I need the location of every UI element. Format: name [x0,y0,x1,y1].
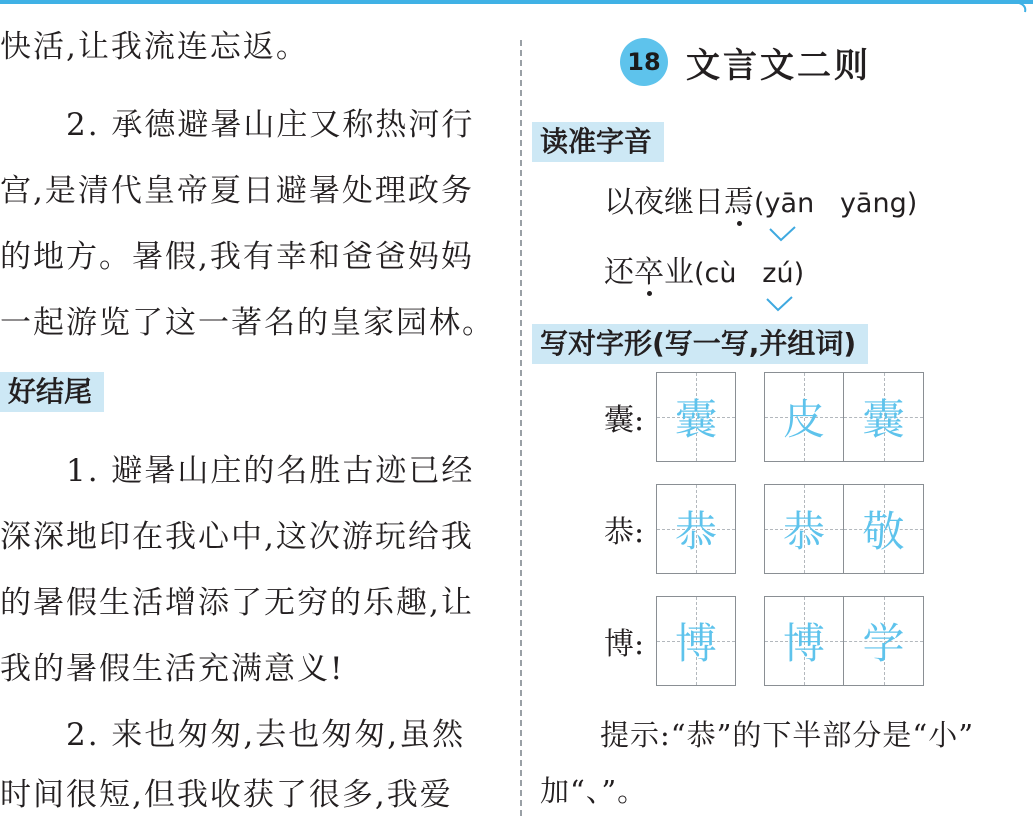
pinyin-option-correct [762,249,793,299]
text-line: 2. 来也匆匆,去也匆匆,虽然 [0,717,466,753]
pinyin-option-label: zú [762,258,794,289]
paren: ) [906,188,918,219]
text-line: 2. 承德避暑山庄又称热河行 [0,107,475,143]
text-line: 深深地印在我心中,这次游玩给我 [0,519,474,555]
pronunciation-item [604,178,917,229]
paren: ( [694,258,705,289]
paren: ) [793,258,805,289]
section-title-pronunciation: 读准字音 [532,122,664,162]
page-curl-icon [1011,0,1033,14]
pronunciation-item [604,248,804,299]
dotted-char: 焉 [724,185,754,220]
writing-box [844,484,924,574]
column-divider [520,40,522,816]
char-label: 囊: [604,403,645,438]
written-char: 恭 [674,507,717,556]
pinyin-option-label: yān [764,188,815,219]
writing-box [764,372,844,462]
written-char: 博 [674,619,717,668]
text-line: 1. 避暑山庄的名胜古迹已经 [0,453,475,489]
writing-box [844,596,924,686]
written-char: 学 [862,619,905,668]
written-char: 囊 [862,395,905,444]
pinyin-option: cù [704,258,737,289]
top-rule [0,0,1033,4]
char-label: 博: [604,627,645,662]
writing-box [656,372,736,462]
writing-row [604,484,924,574]
written-char: 囊 [674,395,717,444]
text-line: 快活,让我流连忘返。 [0,29,309,65]
checkmark-icon [764,295,794,313]
text-line: 时间很短,但我收获了很多,我爱 [0,777,453,813]
phrase-text: 业 [664,255,694,290]
writing-box [844,372,924,462]
writing-row [604,372,924,462]
section-title-good-ending: 好结尾 [0,372,104,412]
writing-box [764,596,844,686]
writing-row [604,596,924,686]
text-line: 我的暑假生活充满意义! [0,651,345,687]
char-label: 恭: [604,515,645,550]
text-line: 一起游览了这一著名的皇家园林。 [0,305,495,341]
text-line: 的暑假生活增添了无穷的乐趣,让 [0,585,474,621]
phrase-text: 还 [604,255,634,290]
paren: ( [754,188,765,219]
word-box-pair [764,372,924,462]
section-title-glyph: 写对字形(写一写,并组词) [532,324,868,364]
pinyin-option: yāng [839,188,907,219]
written-char: 博 [782,619,825,668]
lesson-number-badge: 18 [620,38,668,86]
text-line: 宫,是清代皇帝夏日避暑处理政务 [0,173,474,209]
word-box-pair [764,596,924,686]
written-char: 敬 [862,507,905,556]
writing-box [656,596,736,686]
writing-box [764,484,844,574]
lesson-title: 文言文二则 [686,45,871,86]
written-char: 皮 [782,395,825,444]
pinyin-option-correct [765,179,815,229]
phrase-text: 以夜继日 [604,185,724,220]
lesson-header [620,32,871,92]
writing-box [656,484,736,574]
word-box-pair [764,484,924,574]
text-line: 的地方。暑假,我有幸和爸爸妈妈 [0,239,474,275]
tip-line: 提示:“恭”的下半部分是“小” [540,718,975,752]
written-char: 恭 [782,507,825,556]
tip-line: 加“、”。 [540,774,648,808]
checkmark-icon [767,225,797,243]
dotted-char: 卒 [634,255,664,290]
